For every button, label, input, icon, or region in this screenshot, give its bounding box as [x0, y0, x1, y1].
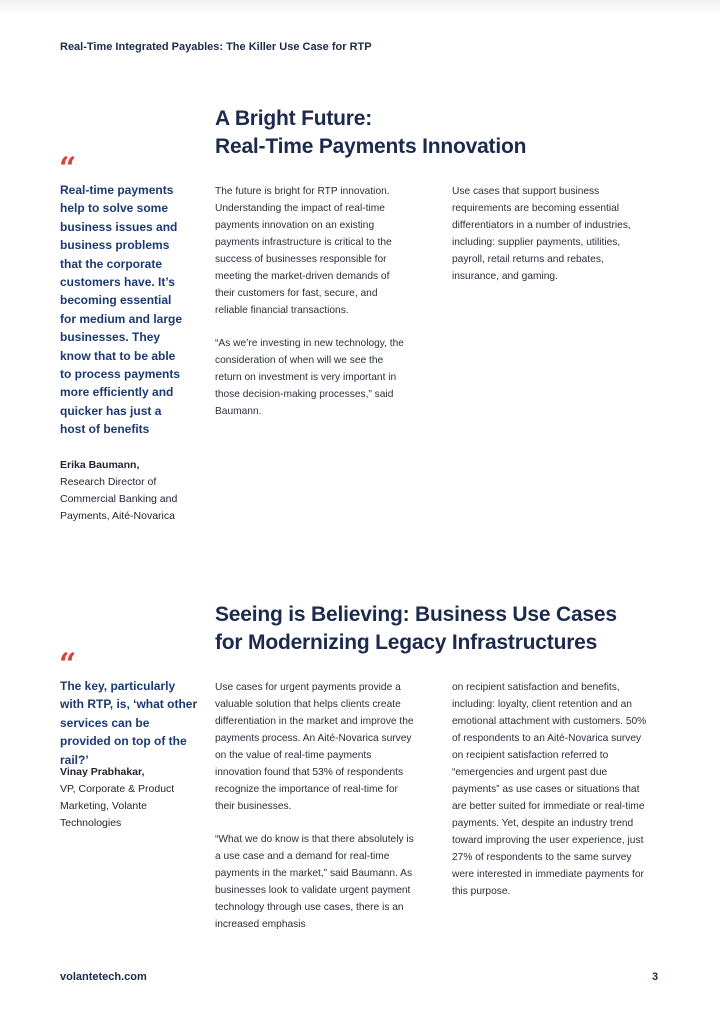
quote-mark-icon: “	[59, 647, 77, 682]
body-column-2	[452, 679, 654, 900]
section-title-line-2: Real-Time Payments Innovation	[215, 135, 527, 158]
pull-quote: The key, particularly with RTP, is, ‘what other services can be provided on top of the rail?’	[60, 679, 198, 767]
section-title-seeing-is-believing	[215, 601, 617, 657]
attribution-name: Erika Baumann,	[60, 459, 140, 471]
section-title-line-1: A Bright Future:	[215, 107, 372, 130]
body-paragraph: Use cases that support business requirements are becoming essential differentiators in a number of industries, including: supplier payments, utilities, payroll, retail returns and rebates, insurance, and gaming.	[452, 186, 631, 282]
body-paragraph: Use cases for urgent payments provide a valuable solution that helps clients create differentiation in the market and improve the payments process. An Aité-Novarica survey on the value of real-time payments innovation found that 53% of respondents recognize the importance of real-time for their businesses.	[215, 682, 414, 812]
section-title-bright-future	[215, 105, 526, 161]
page-number: 3	[652, 971, 659, 983]
document-header-title: Real-Time Integrated Payables: The Killer Use Case for RTP	[60, 41, 372, 53]
body-paragraph: “As we’re investing in new technology, the consideration of when will we see the return on investment is very important in those decision-making processes,” said Baumann.	[215, 338, 404, 417]
body-paragraph: The future is bright for RTP innovation. Understanding the impact of real-time payments innovation on an existing payments infrastructure is critical to the success of businesses responsible for meeting the market-driven demands of their customers for fast, secure, and reliable financial transactions.	[215, 186, 392, 316]
quote-mark-icon: “	[59, 151, 77, 186]
body-column-1	[215, 679, 420, 933]
top-shadow-bar	[0, 0, 720, 16]
attribution-role: VP, Corporate & Product Marketing, Volante Technologies	[60, 783, 175, 829]
section-title-line-2: for Modernizing Legacy Infrastructures	[215, 631, 598, 654]
section-title-line-1: Seeing is Believing: Business Use Cases	[215, 603, 617, 626]
body-paragraph: “What we do know is that there absolutely is a use case and a demand for real-time payments in the market,” said Baumann. As businesses look to validate urgent payment technology through use cases, there is an increased emphasis	[215, 834, 414, 930]
body-column-1	[215, 183, 410, 420]
attribution-role: Research Director of Commercial Banking and Payments, Aité-Novarica	[60, 476, 178, 522]
footer-website-link[interactable]: volantetech.com	[60, 971, 147, 983]
pull-quote: Real-time payments help to solve some business issues and business problems that the corporate customers have. It’s becoming essential for medium and large businesses. They know that to be able to process payments more efficiently and quicker has just a host of benefits	[60, 183, 183, 437]
body-paragraph: on recipient satisfaction and benefits, including: loyalty, client retention and an emotional attachment with customers. 50% of respondents to an Aité-Novarica survey on recipient satisfaction referred to “emergencies and urgent past due payments” as use cases or situations that are better suited for immediate or real-time payments. Yet, despite an industry trend toward improving the user experience, just 27% of respondents to the same survey were interested in immediate payments for this purpose.	[452, 682, 647, 897]
body-column-2	[452, 183, 652, 285]
attribution-name: Vinay Prabhakar,	[60, 766, 145, 778]
